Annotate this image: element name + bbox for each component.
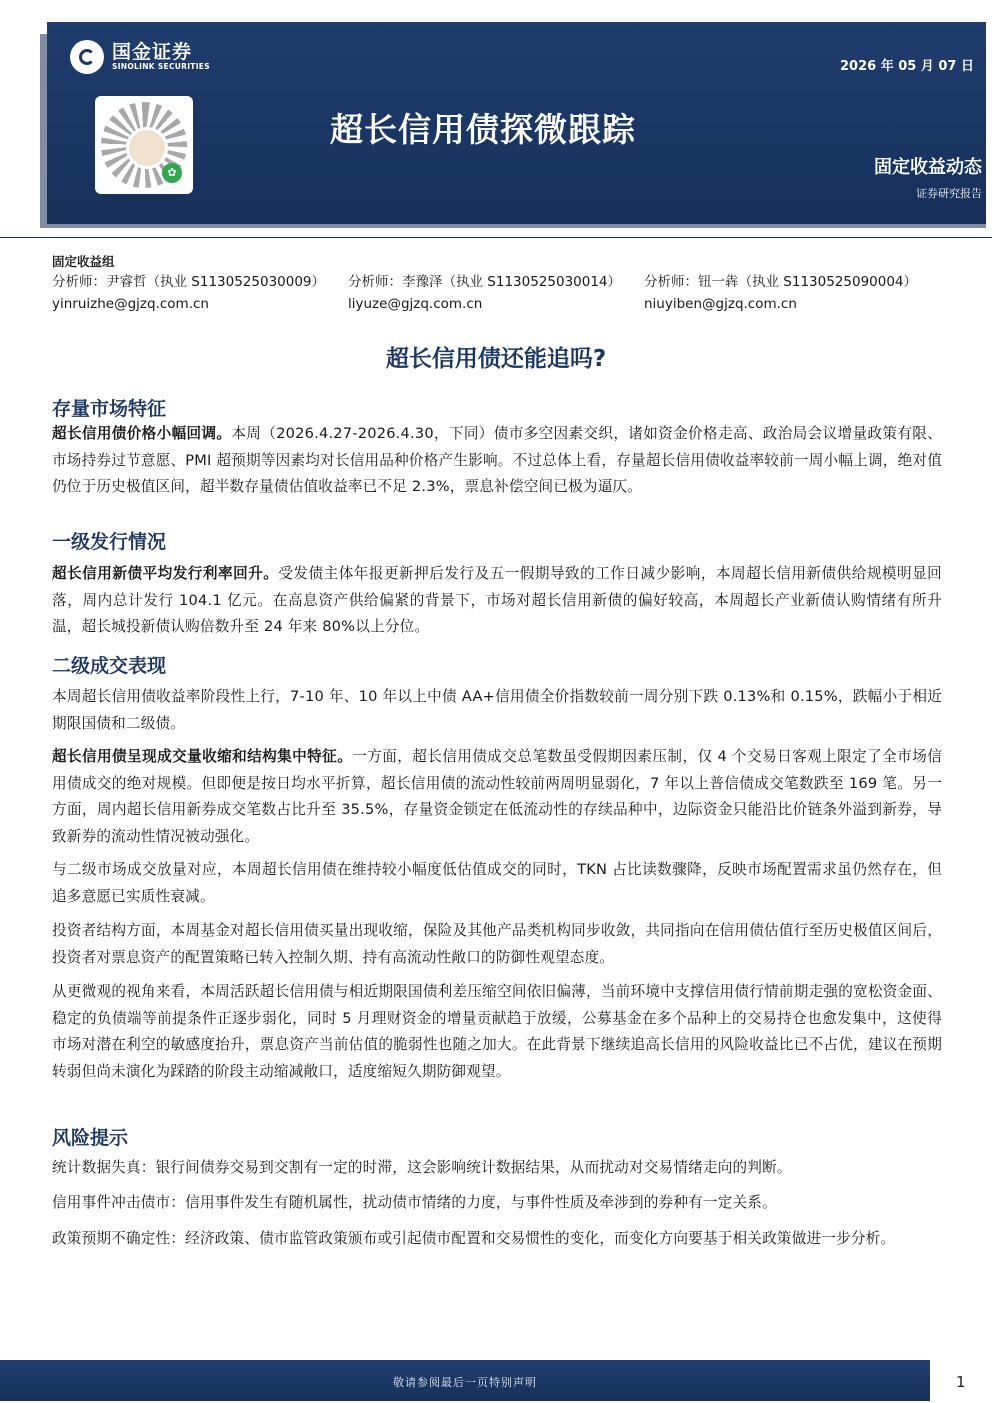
analyst-line: 分析师：李豫泽（执业 S1130525030014） — [348, 274, 622, 290]
analyst-block — [52, 271, 325, 315]
main-title: 超长信用债还能追吗? — [385, 346, 607, 372]
report-date: 2026 年 05 月 07 日 — [840, 59, 974, 74]
report-subtype: 证券研究报告 — [916, 187, 982, 200]
paragraph-lead: 超长信用债价格小幅回调。 — [52, 425, 232, 442]
section-heading: 风险提示 — [52, 1127, 129, 1149]
analyst-line: 分析师：钮一犇（执业 S1130525090004） — [644, 274, 918, 290]
logo-en-text: SINOLINK SECURITIES — [112, 62, 210, 71]
footer-notice: 敬请参阅最后一页特别声明 — [393, 1376, 537, 1389]
logo-mark-icon — [70, 40, 104, 74]
paragraph: 与二级市场成交放量对应，本周超长信用债在维持较小幅度低估值成交的同时，TKN 占比读数骤降，反映市场配置需求虽仍然存在，但追多意愿已实质性衰减。 — [52, 861, 942, 905]
report-type: 固定收益动态 — [874, 157, 982, 178]
analyst-email[interactable]: niuyiben@gjzq.com.cn — [644, 296, 797, 312]
analyst-block — [348, 271, 621, 315]
paragraph-lead: 超长信用新债平均发行利率回升。 — [52, 565, 279, 582]
page-number: 1 — [956, 1373, 966, 1391]
paragraph-text: 受发债主体年报更新押后发行及五一假期导致的工作日减少影响，本周超长信用新债供给规模明显回落，周内总计发行 104.1 亿元。在高息资产供给偏紧的背景下，市场对超长信用新债的偏好较高，本周超长产业新债认购情绪有所升温，超长城投新债认购倍数升至 24 年来 80%以上分位。 — [52, 565, 942, 636]
analyst-email[interactable]: liyuze@gjzq.com.cn — [348, 296, 483, 312]
research-group: 固定收益组 — [52, 254, 115, 269]
paragraph-lead: 超长信用债呈现成交量收缩和结构集中特征。 — [52, 748, 353, 765]
qr-code-icon — [95, 96, 193, 194]
paragraph-text: 本周（2026.4.27-2026.4.30，下同）债市多空因素交织，诸如资金价格走高、政治局会议增量政策有限、市场持券过节意愿、PMI 超预期等因素均对长信用品种价格产生影响。不过总体上看，存量超长信用债收益率较前一周小幅上调，绝对值仍位于历史极值区间，超半数存量债估值收益率已不足 2.3%，票息补偿空间已极为逼仄。 — [52, 425, 942, 496]
qr-center-logo-icon — [126, 127, 168, 169]
paragraph: 信用事件冲击债市：信用事件发生有随机属性，扰动债市情绪的力度，与事件性质及牵涉到的券种有一定关系。 — [52, 1194, 777, 1211]
paragraph — [52, 421, 942, 501]
paragraph: 本周超长信用债收益率阶段性上行，7-10 年、10 年以上中债 AA+信用债全价指数较前一周分别下跌 0.13%和 0.15%，跌幅小于相近期限国债和二级债。 — [52, 688, 942, 732]
header-divider — [0, 237, 992, 238]
logo-cn-text: 国金证券 — [112, 41, 193, 63]
mini-program-badge-icon: ✿ — [162, 163, 182, 183]
company-logo — [70, 40, 210, 74]
report-title: 超长信用债探微跟踪 — [330, 110, 636, 149]
paragraph-text: 一方面，超长信用债成交总笔数虽受假期因素压制，仅 4 个交易日客观上限定了全市场信用债成交的绝对规模。但即便是按日均水平折算，超长信用债的流动性较前两周明显弱化，7 年以上普信债成交笔数跌至 169 笔。另一方面，周内超长信用新券成交笔数占比升至 35.5%，存量资金锁定在低流动性的存续品种中，边际资金只能沿比价链条外溢到新券，导致新券的流动性情况被动强化。 — [52, 748, 942, 846]
paragraph: 投资者结构方面，本周基金对超长信用债买量出现收缩，保险及其他产品类机构同步收敛，共同指向在信用债估值行至历史极值区间后，投资者对票息资产的配置策略已转入控制久期、持有高流动性敞口的防御性观望态度。 — [52, 922, 942, 966]
analyst-email[interactable]: yinruizhe@gjzq.com.cn — [52, 296, 209, 312]
analyst-block — [644, 271, 917, 315]
section-heading: 一级发行情况 — [52, 531, 167, 553]
paragraph — [52, 561, 942, 641]
section-heading: 存量市场特征 — [52, 398, 167, 420]
paragraph: 政策预期不确定性：经济政策、债市监管政策颁布或引起债市配置和交易惯性的变化，而变化方向要基于相关政策做进一步分析。 — [52, 1230, 896, 1247]
analyst-line: 分析师：尹睿哲（执业 S1130525030009） — [52, 274, 326, 290]
paragraph — [52, 744, 942, 851]
section-heading: 二级成交表现 — [52, 655, 167, 677]
paragraph: 统计数据失真：银行间债券交易到交割有一定的时滞，这会影响统计数据结果，从而扰动对交易情绪走向的判断。 — [52, 1159, 792, 1176]
paragraph: 从更微观的视角来看，本周活跃超长信用债与相近期限国债利差压缩空间依旧偏薄，当前环境中支撑信用债行情前期走强的宽松资金面、稳定的负债端等前提条件正逐步弱化，同时 5 月理财资金的增量贡献趋于放缓，公募基金在多个品种上的交易持仓也愈发集中，这使得市场对潜在利空的敏感度抬升，票息资产当前估值的脆弱性也随之加大。在此背景下继续追高长信用的风险收益比已不占优，建议在预期转弱但尚未演化为踩踏的阶段主动缩减敞口，适度缩短久期防御观望。 — [52, 983, 942, 1081]
